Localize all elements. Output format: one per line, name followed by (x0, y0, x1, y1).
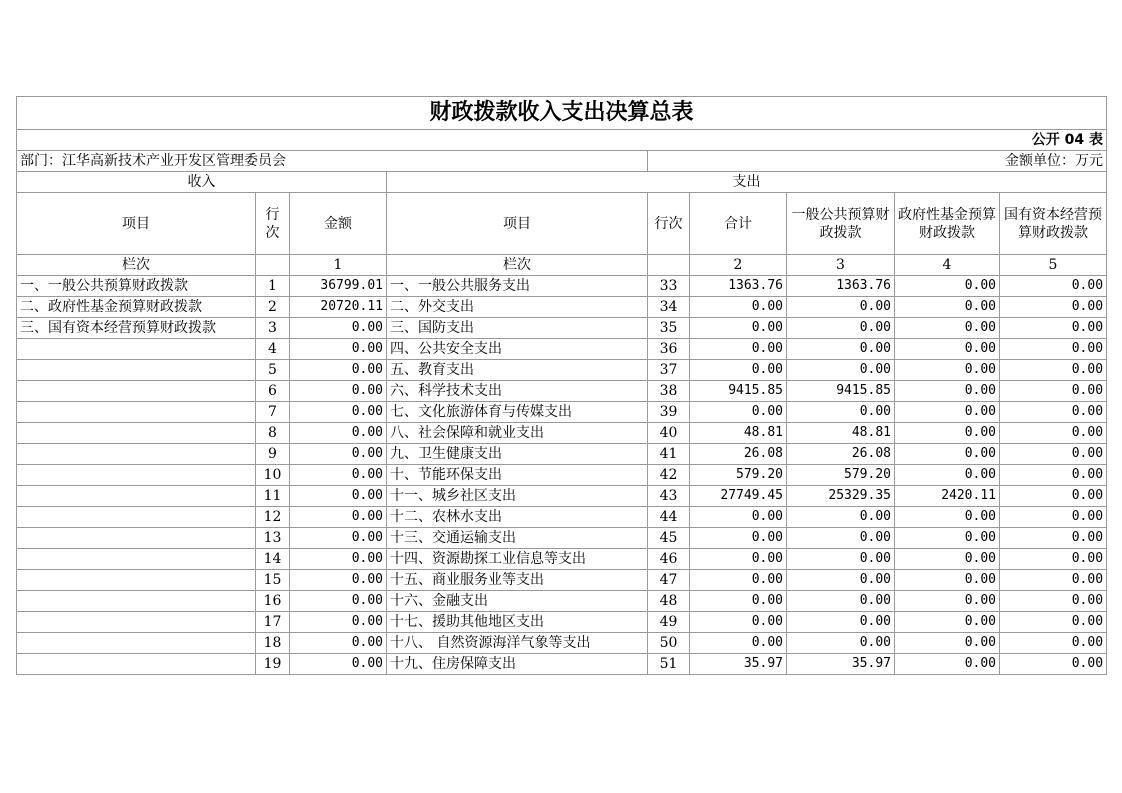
expense-item-cell: 四、公共安全支出 (387, 339, 648, 360)
expense-row-no-cell: 44 (648, 507, 690, 528)
fund-budget-amount-cell: 0.00 (895, 402, 1000, 423)
expense-row-no-cell: 38 (648, 381, 690, 402)
table-row (17, 633, 1107, 654)
code-row (17, 130, 1107, 151)
income-amount-cell: 0.00 (290, 549, 387, 570)
expense-col-blank (648, 255, 690, 276)
expense-row-no-cell: 46 (648, 549, 690, 570)
income-row-no-cell: 11 (256, 486, 290, 507)
income-item-cell: 三、国有资本经营预算财政拨款 (17, 318, 256, 339)
expense-item-cell: 十八、 自然资源海洋气象等支出 (387, 633, 648, 654)
expense-item-cell: 九、卫生健康支出 (387, 444, 648, 465)
income-col-blank (256, 255, 290, 276)
table-row (17, 570, 1107, 591)
state-capital-amount-cell: 0.00 (1000, 654, 1107, 675)
income-item-cell (17, 465, 256, 486)
income-item-cell (17, 633, 256, 654)
state-capital-amount-cell: 0.00 (1000, 633, 1107, 654)
expense-row-no-cell: 49 (648, 612, 690, 633)
table-row (17, 381, 1107, 402)
expense-row-no-cell: 42 (648, 465, 690, 486)
income-amount-cell: 0.00 (290, 381, 387, 402)
general-budget-amount-cell: 0.00 (787, 528, 895, 549)
table-code: 公开 04 表 (17, 130, 1107, 151)
general-budget-amount-cell: 0.00 (787, 633, 895, 654)
expense-item-header: 项目 (387, 193, 648, 255)
state-capital-amount-cell: 0.00 (1000, 591, 1107, 612)
total-amount-cell: 0.00 (690, 402, 787, 423)
state-capital-amount-cell: 0.00 (1000, 465, 1107, 486)
income-row-no-cell: 6 (256, 381, 290, 402)
income-amount-cell: 36799.01 (290, 276, 387, 297)
expense-item-cell: 十五、商业服务业等支出 (387, 570, 648, 591)
expense-item-cell: 十四、资源勘探工业信息等支出 (387, 549, 648, 570)
fund-budget-amount-cell: 0.00 (895, 381, 1000, 402)
table-row (17, 612, 1107, 633)
income-item-cell (17, 612, 256, 633)
state-capital-amount-cell: 0.00 (1000, 360, 1107, 381)
income-item-cell (17, 570, 256, 591)
total-amount-cell: 0.00 (690, 318, 787, 339)
state-capital-amount-cell: 0.00 (1000, 339, 1107, 360)
income-row-no-cell: 19 (256, 654, 290, 675)
income-amount-cell: 0.00 (290, 528, 387, 549)
table-row (17, 276, 1107, 297)
table-row (17, 528, 1107, 549)
table-row (17, 591, 1107, 612)
total-amount-cell: 0.00 (690, 612, 787, 633)
total-amount-cell: 9415.85 (690, 381, 787, 402)
expense-row-no-cell: 43 (648, 486, 690, 507)
meta-row (17, 151, 1107, 172)
income-row-no-cell: 7 (256, 402, 290, 423)
general-budget-amount-cell: 0.00 (787, 612, 895, 633)
table-row (17, 486, 1107, 507)
income-item-cell (17, 591, 256, 612)
income-col-number: 1 (290, 255, 387, 276)
income-item-cell (17, 360, 256, 381)
income-amount-cell: 0.00 (290, 318, 387, 339)
total-amount-cell: 0.00 (690, 507, 787, 528)
state-capital-amount-cell: 0.00 (1000, 612, 1107, 633)
income-item-cell: 二、政府性基金预算财政拨款 (17, 297, 256, 318)
expense-item-cell: 二、外交支出 (387, 297, 648, 318)
fund-budget-amount-cell: 0.00 (895, 549, 1000, 570)
expense-item-cell: 十六、金融支出 (387, 591, 648, 612)
expense-row-no-cell: 36 (648, 339, 690, 360)
income-item-cell (17, 549, 256, 570)
expense-row-no-cell: 35 (648, 318, 690, 339)
general-budget-amount-cell: 0.00 (787, 402, 895, 423)
expense-item-cell: 十二、农林水支出 (387, 507, 648, 528)
income-amount-header: 金额 (290, 193, 387, 255)
state-capital-amount-cell: 0.00 (1000, 528, 1107, 549)
total-amount-cell: 0.00 (690, 528, 787, 549)
expense-row-no-cell: 40 (648, 423, 690, 444)
expense-item-cell: 十九、住房保障支出 (387, 654, 648, 675)
fund-budget-amount-cell: 0.00 (895, 444, 1000, 465)
expense-row-no-cell: 50 (648, 633, 690, 654)
report-sheet (16, 96, 1106, 675)
expense-item-cell: 六、科学技术支出 (387, 381, 648, 402)
table-row (17, 549, 1107, 570)
general-budget-amount-cell: 0.00 (787, 507, 895, 528)
income-row-no-header: 行次 (256, 193, 290, 255)
fund-budget-amount-cell: 0.00 (895, 423, 1000, 444)
state-capital-amount-cell: 0.00 (1000, 444, 1107, 465)
income-col-label: 栏次 (17, 255, 256, 276)
general-budget-amount-cell: 0.00 (787, 318, 895, 339)
state-capital-amount-cell: 0.00 (1000, 297, 1107, 318)
expense-row-no-header: 行次 (648, 193, 690, 255)
income-amount-cell: 0.00 (290, 633, 387, 654)
income-row-no-cell: 12 (256, 507, 290, 528)
col-number-4: 4 (895, 255, 1000, 276)
expense-item-cell: 十一、城乡社区支出 (387, 486, 648, 507)
general-budget-amount-cell: 0.00 (787, 549, 895, 570)
income-amount-cell: 0.00 (290, 654, 387, 675)
income-amount-cell: 0.00 (290, 360, 387, 381)
table-row (17, 402, 1107, 423)
income-row-no-cell: 17 (256, 612, 290, 633)
total-amount-cell: 0.00 (690, 591, 787, 612)
expense-row-no-cell: 34 (648, 297, 690, 318)
income-amount-cell: 0.00 (290, 486, 387, 507)
income-item-cell (17, 486, 256, 507)
total-header: 合计 (690, 193, 787, 255)
table-body (17, 97, 1107, 675)
expense-item-cell: 一、一般公共服务支出 (387, 276, 648, 297)
table-row (17, 423, 1107, 444)
state-capital-amount-cell: 0.00 (1000, 318, 1107, 339)
general-budget-amount-cell: 0.00 (787, 339, 895, 360)
expense-col-label: 栏次 (387, 255, 648, 276)
expense-row-no-cell: 33 (648, 276, 690, 297)
income-amount-cell: 0.00 (290, 570, 387, 591)
expense-item-cell: 十七、援助其他地区支出 (387, 612, 648, 633)
income-row-no-cell: 10 (256, 465, 290, 486)
expense-item-cell: 五、教育支出 (387, 360, 648, 381)
state-capital-amount-cell: 0.00 (1000, 381, 1107, 402)
col-number-3: 3 (787, 255, 895, 276)
table-row (17, 360, 1107, 381)
fund-budget-amount-cell: 0.00 (895, 612, 1000, 633)
income-item-cell (17, 444, 256, 465)
fund-budget-amount-cell: 0.00 (895, 507, 1000, 528)
fund-budget-amount-cell: 0.00 (895, 318, 1000, 339)
state-capital-header: 国有资本经营预算财政拨款 (1000, 193, 1107, 255)
expense-row-no-cell: 37 (648, 360, 690, 381)
col-number-2: 2 (690, 255, 787, 276)
state-capital-amount-cell: 0.00 (1000, 423, 1107, 444)
col-number-5: 5 (1000, 255, 1107, 276)
total-amount-cell: 27749.45 (690, 486, 787, 507)
state-capital-amount-cell: 0.00 (1000, 549, 1107, 570)
income-amount-cell: 0.00 (290, 591, 387, 612)
total-amount-cell: 0.00 (690, 339, 787, 360)
income-item-cell (17, 339, 256, 360)
expense-row-no-cell: 47 (648, 570, 690, 591)
fund-budget-amount-cell: 0.00 (895, 654, 1000, 675)
total-amount-cell: 35.97 (690, 654, 787, 675)
department-label: 部门：江华高新技术产业开发区管理委员会 (17, 151, 648, 172)
total-amount-cell: 0.00 (690, 633, 787, 654)
income-amount-cell: 0.00 (290, 339, 387, 360)
income-item-cell (17, 381, 256, 402)
expense-item-cell: 七、文化旅游体育与传媒支出 (387, 402, 648, 423)
table-row (17, 654, 1107, 675)
table-row (17, 318, 1107, 339)
expense-item-cell: 十三、交通运输支出 (387, 528, 648, 549)
income-item-cell (17, 528, 256, 549)
total-amount-cell: 26.08 (690, 444, 787, 465)
table-row (17, 339, 1107, 360)
expense-row-no-cell: 51 (648, 654, 690, 675)
fund-budget-amount-cell: 0.00 (895, 528, 1000, 549)
table-row (17, 297, 1107, 318)
state-capital-amount-cell: 0.00 (1000, 402, 1107, 423)
report-title: 财政拨款收入支出决算总表 (17, 97, 1107, 130)
expense-section-header: 支出 (387, 172, 1107, 193)
general-budget-amount-cell: 0.00 (787, 297, 895, 318)
column-number-row (17, 255, 1107, 276)
fund-budget-amount-cell: 0.00 (895, 591, 1000, 612)
income-item-cell: 一、一般公共预算财政拨款 (17, 276, 256, 297)
fund-budget-amount-cell: 0.00 (895, 276, 1000, 297)
fund-budget-amount-cell: 2420.11 (895, 486, 1000, 507)
income-row-no-cell: 16 (256, 591, 290, 612)
general-budget-amount-cell: 0.00 (787, 360, 895, 381)
title-row (17, 97, 1107, 130)
fund-budget-amount-cell: 0.00 (895, 339, 1000, 360)
state-capital-amount-cell: 0.00 (1000, 486, 1107, 507)
income-amount-cell: 20720.11 (290, 297, 387, 318)
income-amount-cell: 0.00 (290, 402, 387, 423)
fund-budget-amount-cell: 0.00 (895, 633, 1000, 654)
general-budget-amount-cell: 25329.35 (787, 486, 895, 507)
total-amount-cell: 579.20 (690, 465, 787, 486)
income-amount-cell: 0.00 (290, 423, 387, 444)
income-amount-cell: 0.00 (290, 612, 387, 633)
general-budget-amount-cell: 48.81 (787, 423, 895, 444)
fund-budget-amount-cell: 0.00 (895, 570, 1000, 591)
income-item-cell (17, 402, 256, 423)
general-budget-amount-cell: 579.20 (787, 465, 895, 486)
fund-budget-header: 政府性基金预算财政拨款 (895, 193, 1000, 255)
expense-item-cell: 十、节能环保支出 (387, 465, 648, 486)
total-amount-cell: 0.00 (690, 549, 787, 570)
income-item-cell (17, 507, 256, 528)
fund-budget-amount-cell: 0.00 (895, 465, 1000, 486)
expense-item-cell: 三、国防支出 (387, 318, 648, 339)
total-amount-cell: 48.81 (690, 423, 787, 444)
unit-label: 金额单位：万元 (648, 151, 1107, 172)
general-budget-amount-cell: 35.97 (787, 654, 895, 675)
income-amount-cell: 0.00 (290, 444, 387, 465)
total-amount-cell: 0.00 (690, 297, 787, 318)
income-row-no-cell: 2 (256, 297, 290, 318)
income-section-header: 收入 (17, 172, 387, 193)
income-amount-cell: 0.00 (290, 507, 387, 528)
fiscal-summary-table (16, 96, 1107, 675)
income-row-no-cell: 3 (256, 318, 290, 339)
table-row (17, 444, 1107, 465)
state-capital-amount-cell: 0.00 (1000, 570, 1107, 591)
income-row-no-cell: 1 (256, 276, 290, 297)
income-row-no-cell: 13 (256, 528, 290, 549)
column-header-row (17, 193, 1107, 255)
fund-budget-amount-cell: 0.00 (895, 360, 1000, 381)
general-budget-header: 一般公共预算财政拨款 (787, 193, 895, 255)
total-amount-cell: 0.00 (690, 360, 787, 381)
expense-row-no-cell: 41 (648, 444, 690, 465)
general-budget-amount-cell: 26.08 (787, 444, 895, 465)
expense-row-no-cell: 45 (648, 528, 690, 549)
income-item-cell (17, 654, 256, 675)
state-capital-amount-cell: 0.00 (1000, 276, 1107, 297)
income-item-cell (17, 423, 256, 444)
general-budget-amount-cell: 0.00 (787, 591, 895, 612)
section-row (17, 172, 1107, 193)
general-budget-amount-cell: 9415.85 (787, 381, 895, 402)
income-item-header: 项目 (17, 193, 256, 255)
income-row-no-cell: 15 (256, 570, 290, 591)
fund-budget-amount-cell: 0.00 (895, 297, 1000, 318)
income-row-no-cell: 14 (256, 549, 290, 570)
expense-row-no-cell: 48 (648, 591, 690, 612)
expense-item-cell: 八、社会保障和就业支出 (387, 423, 648, 444)
income-amount-cell: 0.00 (290, 465, 387, 486)
income-row-no-cell: 4 (256, 339, 290, 360)
expense-row-no-cell: 39 (648, 402, 690, 423)
table-row (17, 465, 1107, 486)
general-budget-amount-cell: 1363.76 (787, 276, 895, 297)
state-capital-amount-cell: 0.00 (1000, 507, 1107, 528)
total-amount-cell: 1363.76 (690, 276, 787, 297)
general-budget-amount-cell: 0.00 (787, 570, 895, 591)
total-amount-cell: 0.00 (690, 570, 787, 591)
income-row-no-cell: 9 (256, 444, 290, 465)
income-row-no-cell: 5 (256, 360, 290, 381)
income-row-no-cell: 8 (256, 423, 290, 444)
table-row (17, 507, 1107, 528)
income-row-no-cell: 18 (256, 633, 290, 654)
